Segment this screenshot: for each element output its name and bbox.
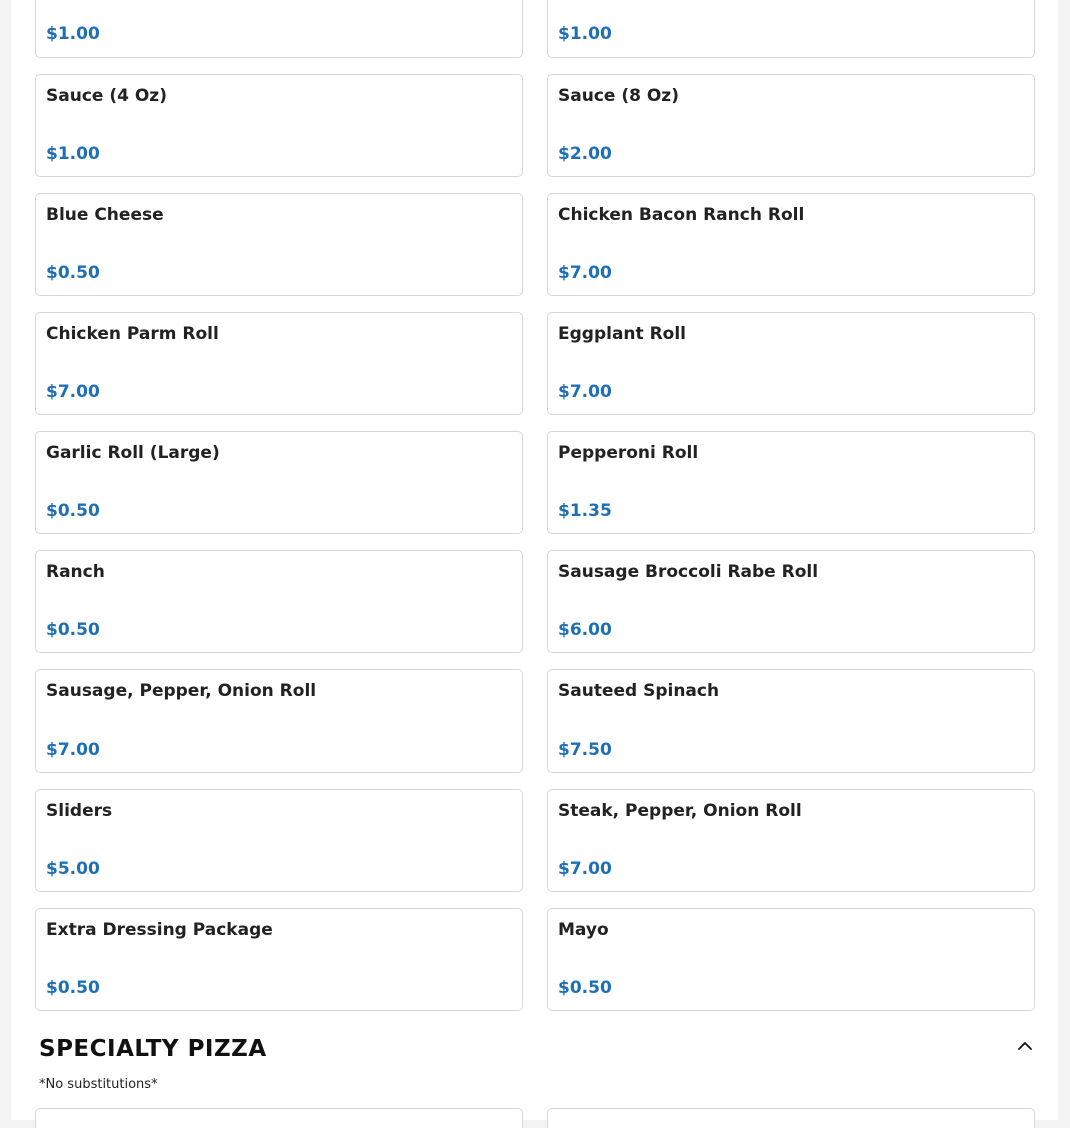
menu-item-price: $1.00 [46,24,100,44]
menu-item-price: $7.00 [558,263,612,283]
menu-item-card[interactable] [547,669,1035,773]
section-collapse-button[interactable] [1014,1035,1036,1057]
menu-item-card[interactable] [35,669,523,773]
menu-item-card[interactable] [35,550,523,653]
menu-item-name: Mayo [558,920,609,940]
menu-item-name: Ranch [46,562,105,582]
menu-item-name: Eggplant Roll [558,324,686,344]
menu-item-card[interactable] [35,193,523,296]
menu-item-card[interactable] [547,431,1035,534]
menu-item-name: Pepperoni Roll [558,443,699,463]
menu-item-name: Sauce (4 Oz) [46,86,167,106]
menu-item-price: $0.50 [46,978,100,998]
menu-item-card[interactable] [35,74,523,177]
menu-item-price: $5.00 [46,859,100,879]
menu-item-price: $0.50 [46,263,100,283]
menu-item-price: $7.00 [46,740,100,760]
menu-item-name: Sliders [46,801,113,821]
menu-item-price: $1.00 [558,24,612,44]
menu-item-name: Sausage, Pepper, Onion Roll [46,681,317,701]
menu-item-price: $1.00 [46,144,100,164]
menu-item-price: $1.35 [558,501,612,521]
menu-item-name: Chicken Parm Roll [46,324,219,344]
menu-item-price: $0.50 [558,978,612,998]
menu-item-name: Extra Dressing Package [46,920,273,940]
menu-item-name: Blue Cheese [46,205,164,225]
menu-item-name: Steak, Pepper, Onion Roll [558,801,802,821]
menu-item-card[interactable] [547,74,1035,177]
menu-item-card[interactable] [35,431,523,534]
menu-item-price: $0.50 [46,620,100,640]
menu-item-card[interactable] [35,0,523,58]
menu-item-card[interactable] [35,312,523,415]
menu-item-card[interactable] [547,312,1035,415]
menu-item-card[interactable] [547,0,1035,58]
menu-item-name: Sausage Broccoli Rabe Roll [558,562,819,582]
menu-item-card[interactable] [35,789,523,892]
section-note: *No substitutions* [39,1077,158,1092]
menu-item-price: $6.00 [558,620,612,640]
menu-item-price: $7.50 [558,740,612,760]
menu-item-card[interactable] [547,193,1035,296]
chevron-up-icon [1017,1038,1033,1054]
menu-item-price: $7.00 [558,382,612,402]
section-title: SPECIALTY PIZZA [39,1036,267,1062]
menu-item-card[interactable] [547,550,1035,653]
menu-item-card[interactable] [35,1108,523,1128]
menu-item-name: Sauce (8 Oz) [558,86,679,106]
menu-item-price: $2.00 [558,144,612,164]
menu-item-price: $0.50 [46,501,100,521]
menu-item-price: $7.00 [46,382,100,402]
menu-item-name: Garlic Roll (Large) [46,443,220,463]
menu-item-price: $7.00 [558,859,612,879]
menu-item-card[interactable] [35,908,523,1011]
menu-item-card[interactable] [547,789,1035,892]
menu-item-name: Sauteed Spinach [558,681,720,701]
menu-item-name: Chicken Bacon Ranch Roll [558,205,805,225]
menu-item-card[interactable] [547,1108,1035,1128]
menu-item-card[interactable] [547,908,1035,1011]
